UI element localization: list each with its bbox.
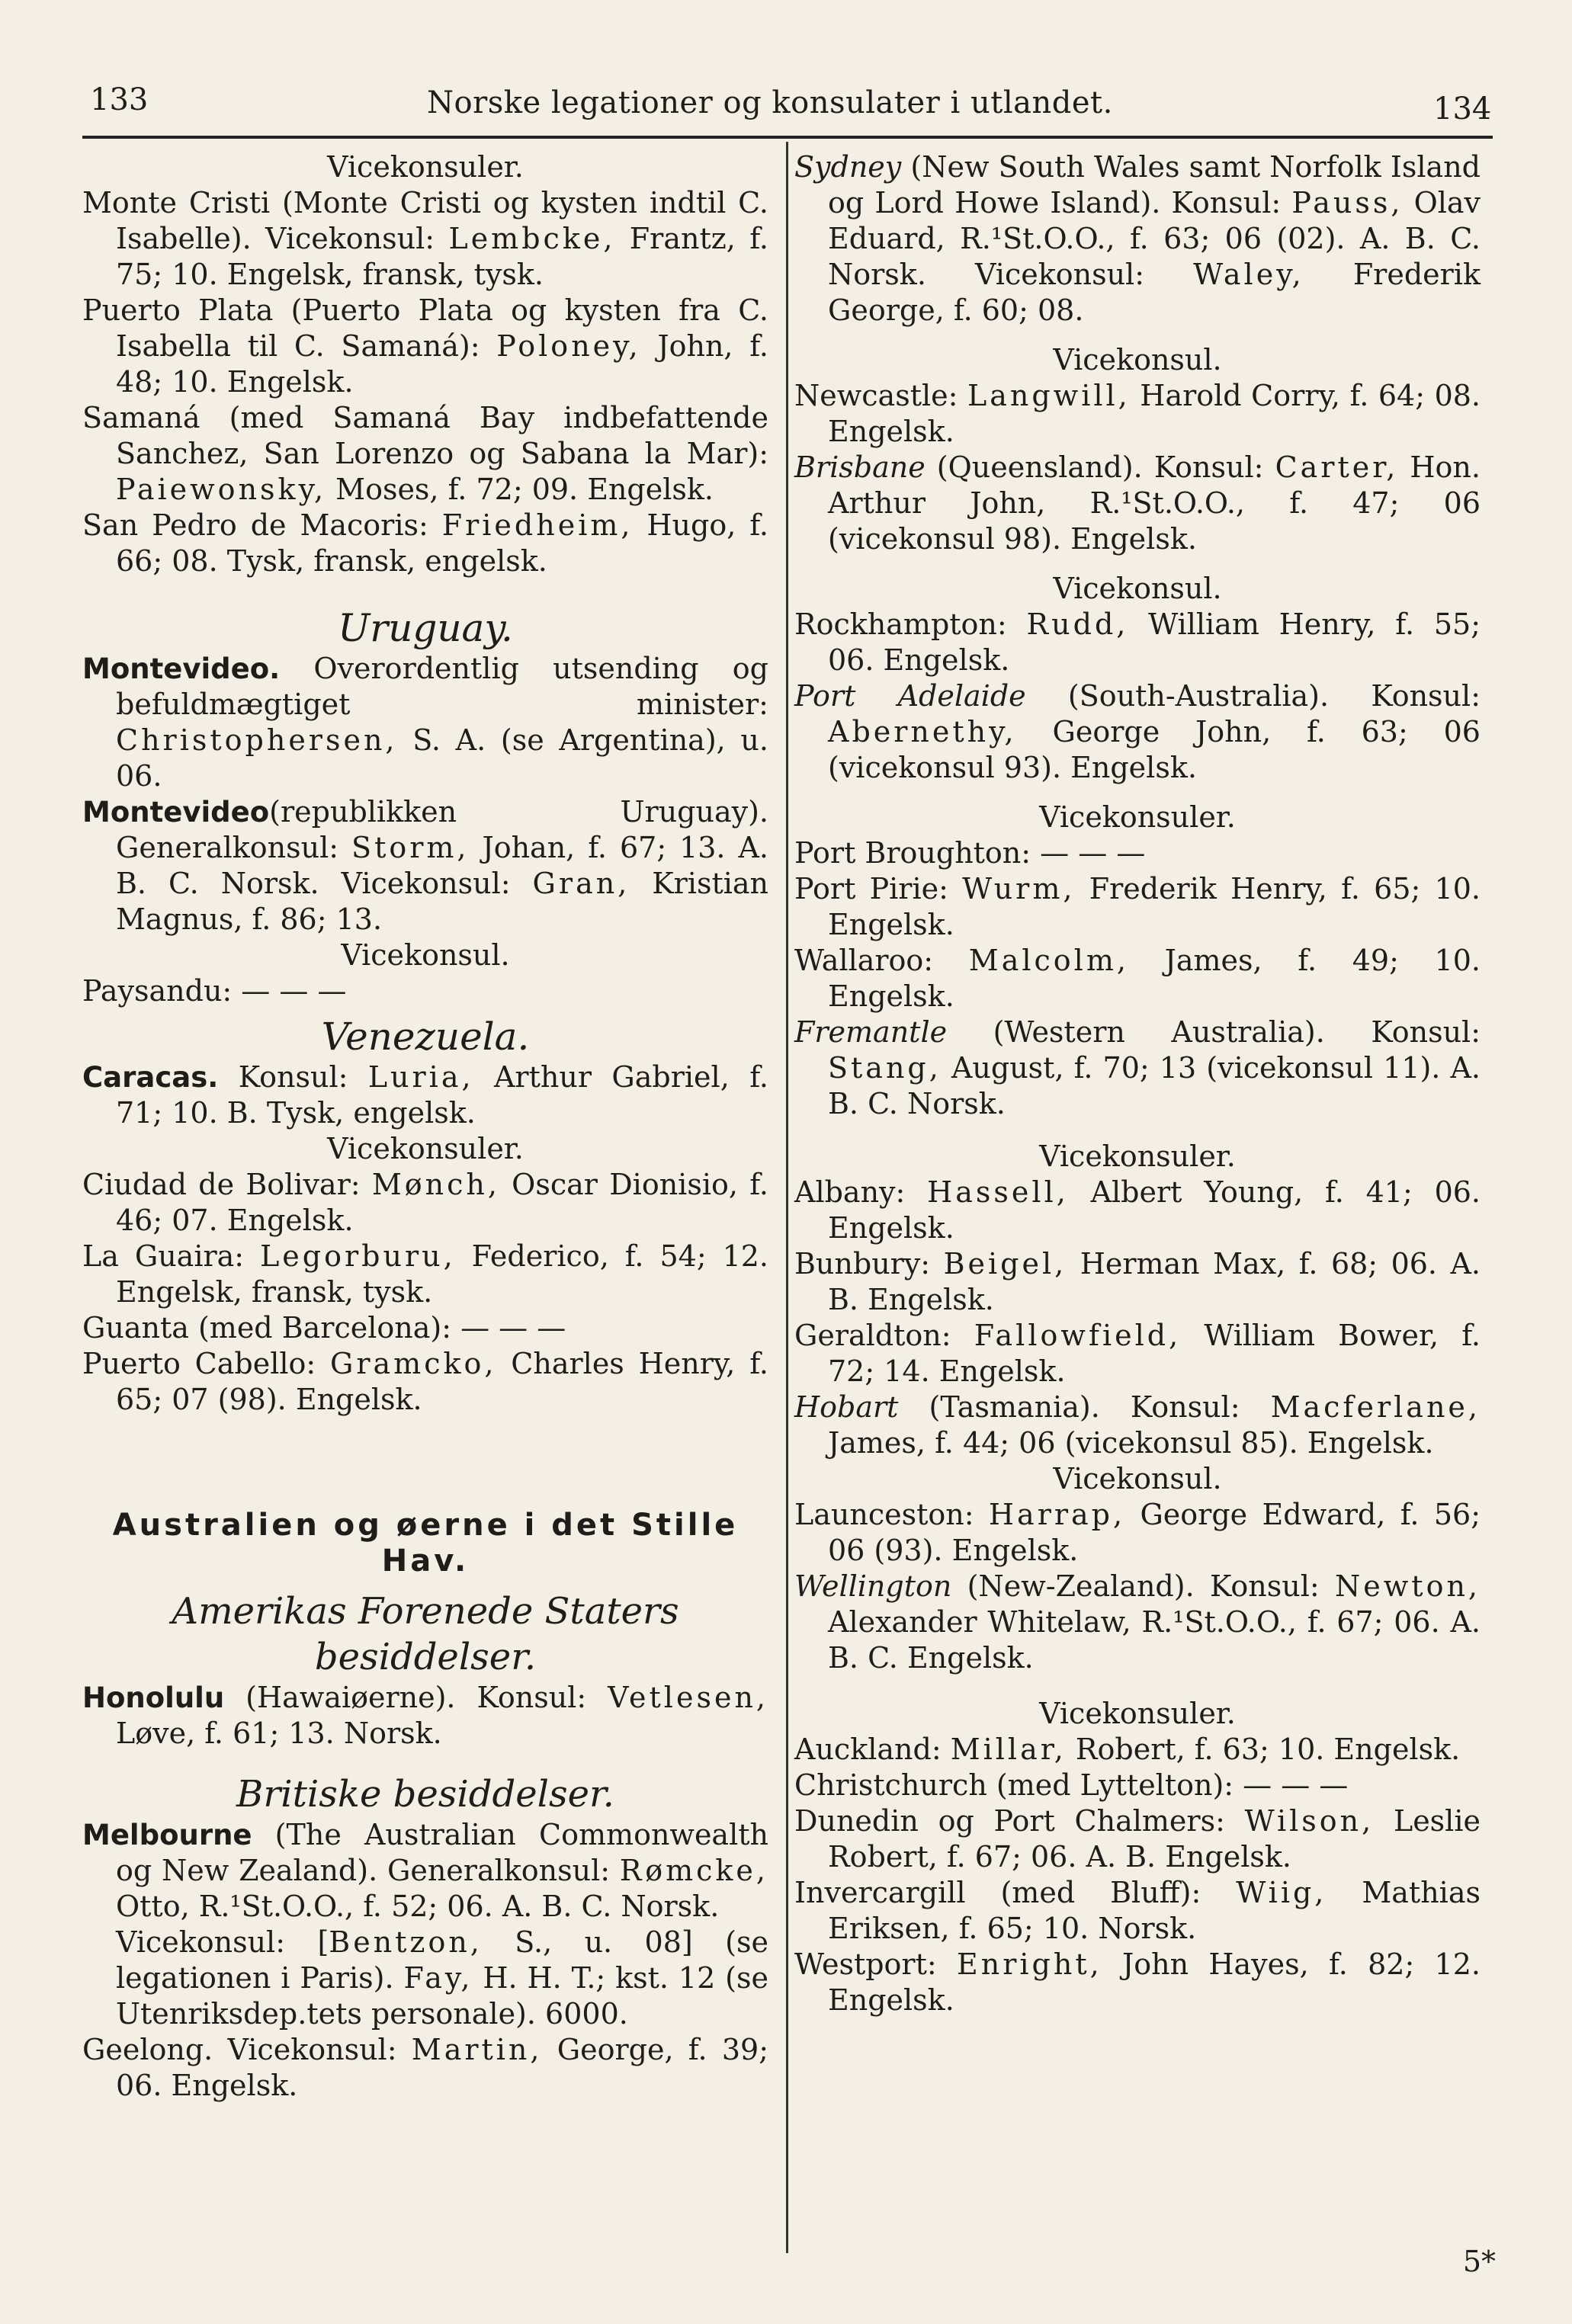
entry-melbourne: Melbourne (The Australian Commonwealth og New Zealand). Generalkonsul: Rømcke, Otto, R.¹St.O.O., f. 52; 06. A. B. C. Norsk. [82, 1818, 768, 1923]
entry-albany: Albany: Hassell, Albert Young, f. 41; 06. Engelsk. [794, 1175, 1481, 1245]
entry-montevideo-minister: Montevideo. Overordentlig utsending og befuldmægtiget minister: Christophersen, S. A. (se Argentina), u. 06. [82, 652, 768, 793]
page-number-left: 133 [90, 82, 149, 117]
section-title-uruguay: Uruguay. [338, 606, 513, 650]
entry-honolulu: Honolulu (Hawaiøerne). Konsul: Vetlesen, Løve, f. 61; 13. Norsk. [82, 1681, 768, 1750]
subheading-vicekonsul-sydney: Vicekonsul. [1053, 343, 1222, 377]
running-header: Norske legationer og konsulater i utlandet. [427, 85, 1113, 120]
entry-wallaroo: Wallaroo: Malcolm, James, f. 49; 10. Engelsk. [794, 944, 1481, 1013]
entry-fremantle: Fremantle (Western Australia). Konsul: Stang, August, f. 70; 13 (vicekonsul 11). A. B. C. Norsk. [794, 1015, 1481, 1120]
subheading-vicekonsuler-adelaide: Vicekonsuler. [1039, 800, 1236, 834]
entry-puerto-cabello: Puerto Cabello: Gramcko, Charles Henry, f. 65; 07 (98). Engelsk. [82, 1347, 768, 1416]
subheading-vicekonsuler-venezuela: Vicekonsuler. [327, 1132, 524, 1165]
entry-montevideo-generalkonsul: Montevideo(republikken Uruguay). Generalkonsul: Storm, Johan, f. 67; 13. A. B. C. Norsk. Vicekonsul: Gran, Kristian Magnus, f. 86; 13. [82, 795, 768, 936]
column-divider [786, 142, 788, 2253]
subheading-vicekonsuler: Vicekonsuler. [327, 150, 524, 184]
section-title-britiske: Britiske besiddelser. [236, 1773, 614, 1816]
entry-westport: Westport: Enright, John Hayes, f. 82; 12. Engelsk. [794, 1947, 1481, 2017]
left-column [82, 149, 768, 2104]
entry-christchurch: Christchurch (med Lyttelton): — — — [794, 1768, 1349, 1802]
entry-wellington: Wellington (New-Zealand). Konsul: Newton, Alexander Whitelaw, R.¹St.O.O., f. 67; 06. A. B. C. Engelsk. [794, 1569, 1481, 1675]
entry-ciudad-bolivar: Ciudad de Bolivar: Mønch, Oscar Dionisio, f. 46; 07. Engelsk. [82, 1168, 768, 1237]
entry-san-pedro: San Pedro de Macoris: Friedheim, Hugo, f. 66; 08. Tysk, fransk, engelsk. [82, 508, 768, 578]
subheading-vicekonsul-hobart: Vicekonsul. [1053, 1462, 1222, 1495]
entry-geelong: Geelong. Vicekonsul: Martin, George, f. 39; 06. Engelsk. [82, 2033, 769, 2102]
entry-paysandu: Paysandu: — — — [82, 974, 347, 1008]
page-number-right: 134 [1433, 91, 1492, 127]
subheading-vicekonsul-brisbane: Vicekonsul. [1053, 572, 1222, 605]
entry-port-pirie: Port Pirie: Wurm, Frederik Henry, f. 65; 10. Engelsk. [794, 872, 1481, 941]
entry-port-adelaide: Port Adelaide (South-Australia). Konsul: Abernethy, George John, f. 63; 06 (vicekonsul 93). Engelsk. [794, 679, 1481, 784]
subheading-vicekonsul-uruguay: Vicekonsul. [341, 938, 510, 972]
subheading-vicekonsuler-wellington: Vicekonsuler. [1039, 1697, 1236, 1730]
entry-samana: Samaná (med Samaná Bay indbefattende Sanchez, San Lorenzo og Sabana la Mar): Paiewonsky, Moses, f. 72; 09. Engelsk. [82, 401, 768, 506]
entry-melbourne-vicekonsul: Vicekonsul: [Bentzon, S., u. 08] (se legationen i Paris). Fay, H. H. T.; kst. 12 (se Utenriksdep.tets personale). 6000. [116, 1925, 768, 2031]
region-heading-australia: Australien og øerne i det Stille Hav. [112, 1508, 739, 1579]
subheading-vicekonsuler-fremantle: Vicekonsuler. [1039, 1140, 1236, 1173]
entry-rockhampton: Rockhampton: Rudd, William Henry, f. 55; 06. Engelsk. [794, 607, 1481, 677]
entry-caracas: Caracas. Konsul: Luria, Arthur Gabriel, f. 71; 10. B. Tysk, engelsk. [82, 1060, 768, 1130]
entry-newcastle: Newcastle: Langwill, Harold Corry, f. 64; 08. Engelsk. [794, 379, 1481, 448]
entry-monte-cristi: Monte Cristi (Monte Cristi og kysten indtil C. Isabelle). Vicekonsul: Lembcke, Frantz, f. 75; 10. Engelsk, fransk, tysk. [82, 186, 768, 291]
header-rule [82, 136, 1493, 139]
entry-launceston: Launceston: Harrap, George Edward, f. 56; 06 (93). Engelsk. [794, 1498, 1481, 1567]
entry-sydney: Sydney (New South Wales samt Norfolk Island og Lord Howe Island). Konsul: Pauss, Olav Eduard, R.¹St.O.O., f. 63; 06 (02). A. B. C. Norsk. Vicekonsul: Waley, Frederik George, f. 60; 08. [794, 150, 1481, 327]
signature-mark: 5* [1462, 2245, 1496, 2278]
entry-port-broughton: Port Broughton: — — — [794, 836, 1146, 870]
entry-brisbane: Brisbane (Queensland). Konsul: Carter, Hon. Arthur John, R.¹St.O.O., f. 47; 06 (vicekonsul 98). Engelsk. [794, 450, 1481, 556]
entry-puerto-plata: Puerto Plata (Puerto Plata og kysten fra C. Isabella til C. Samaná): Poloney, John, f. 48; 10. Engelsk. [82, 293, 768, 399]
entry-guanta: Guanta (med Barcelona): — — — [82, 1311, 566, 1345]
entry-hobart: Hobart (Tasmania). Konsul: Macferlane, James, f. 44; 06 (vicekonsul 85). Engelsk. [794, 1390, 1481, 1460]
entry-dunedin: Dunedin og Port Chalmers: Wilson, Leslie Robert, f. 67; 06. A. B. Engelsk. [794, 1804, 1481, 1874]
entry-la-guaira: La Guaira: Legorburu, Federico, f. 54; 12. Engelsk, fransk, tysk. [82, 1239, 769, 1309]
section-title-venezuela: Venezuela. [321, 1015, 530, 1059]
entry-bunbury: Bunbury: Beigel, Herman Max, f. 68; 06. A. B. Engelsk. [794, 1247, 1481, 1316]
entry-invercargill: Invercargill (med Bluff): Wiig, Mathias Eriksen, f. 65; 10. Norsk. [794, 1876, 1481, 1945]
section-title-amerikas: Amerikas Forenede Staters besiddelser. [172, 1590, 679, 1678]
entry-geraldton: Geraldton: Fallowfield, William Bower, f. 72; 14. Engelsk. [794, 1319, 1481, 1388]
right-column [794, 149, 1481, 2018]
entry-auckland: Auckland: Millar, Robert, f. 63; 10. Engelsk. [794, 1733, 1461, 1766]
